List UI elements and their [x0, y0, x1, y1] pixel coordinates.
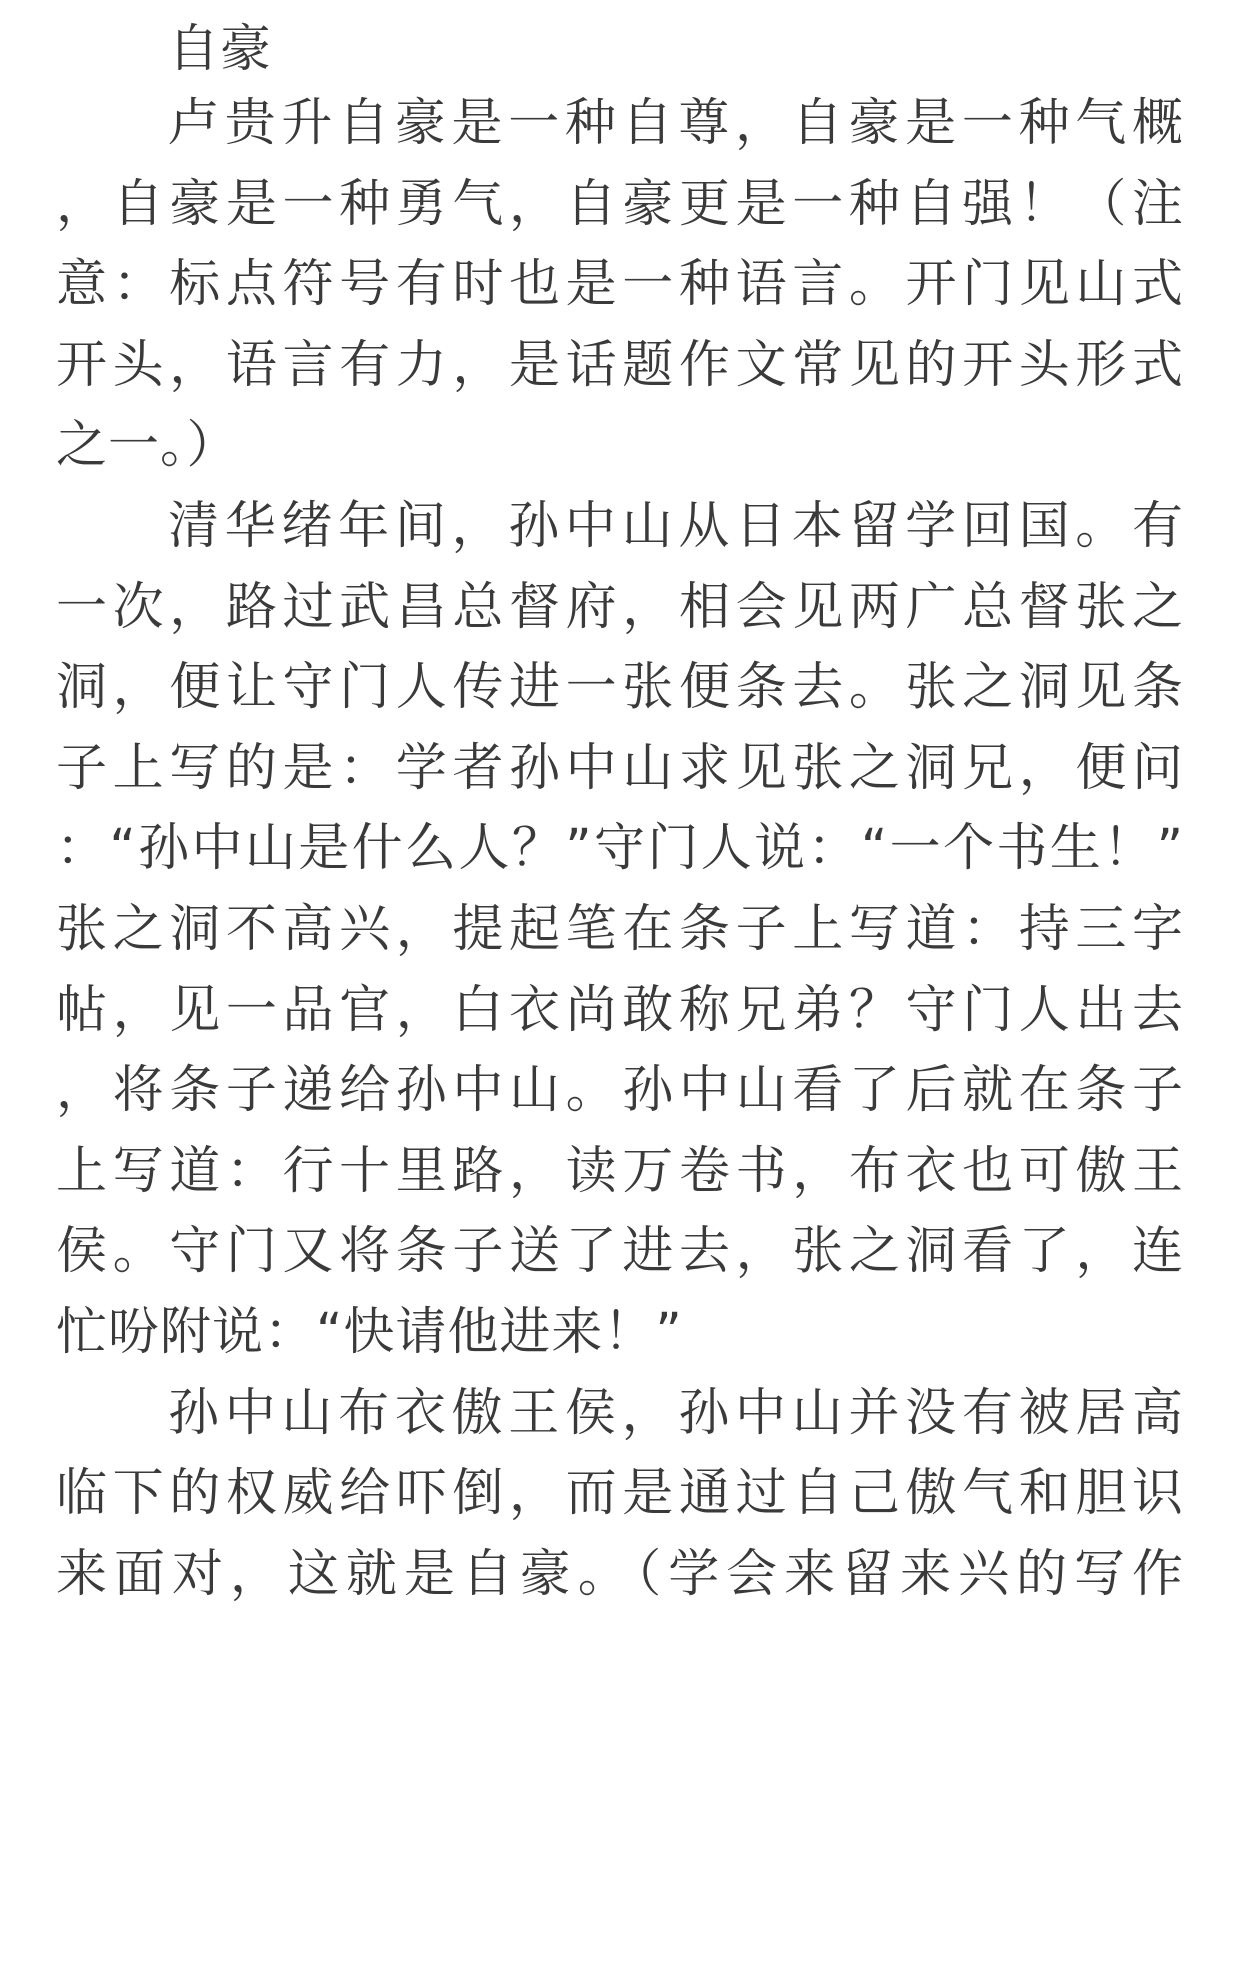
paragraph-line: 侯。守门又将条子送了进去，张之洞看了，连 [56, 1222, 1184, 1281]
paragraph-line: 来面对，这就是自豪。（学会来留来兴的写作 [56, 1545, 1184, 1604]
paragraph-line: 一次，路过武昌总督府，相会见两广总督张之 [56, 578, 1184, 637]
paragraph-line: 开头，语言有力，是话题作文常见的开头形式 [56, 336, 1184, 395]
paragraph-line: 清华绪年间，孙中山从日本留学回国。有 [168, 497, 1184, 556]
paragraph-line: 孙中山布衣傲王侯，孙中山并没有被居高 [168, 1384, 1184, 1443]
paragraph-line: 忙吩附说：“快请他进来！” [56, 1303, 683, 1362]
paragraph-line: ，将条子递给孙中山。孙中山看了后就在条子 [56, 1061, 1184, 1120]
article-title: 自豪 [168, 20, 273, 79]
paragraph-line: 洞，便让守门人传进一张便条去。张之洞见条 [56, 658, 1184, 717]
paragraph-line: 张之洞不高兴，提起笔在条子上写道：持三字 [56, 900, 1184, 959]
paragraph-line: ：“孙中山是什么人？”守门人说：“一个书生！” [56, 819, 1184, 878]
paragraph-line: 帖，见一品官，白衣尚敢称兄弟？守门人出去 [56, 981, 1184, 1040]
paragraph-line: 之一。） [56, 416, 239, 475]
paragraph-line: 上写道：行十里路，读万卷书，布衣也可傲王 [56, 1142, 1184, 1201]
paragraph-line: ，自豪是一种勇气，自豪更是一种自强！（注 [56, 175, 1184, 234]
paragraph-line: 临下的权威给吓倒，而是通过自己傲气和胆识 [56, 1464, 1184, 1523]
paragraph-line: 意：标点符号有时也是一种语言。开门见山式 [56, 255, 1184, 314]
paragraph-line: 卢贵升自豪是一种自尊，自豪是一种气概 [168, 94, 1184, 153]
paragraph-line: 子上写的是：学者孙中山求见张之洞兄，便问 [56, 739, 1184, 798]
